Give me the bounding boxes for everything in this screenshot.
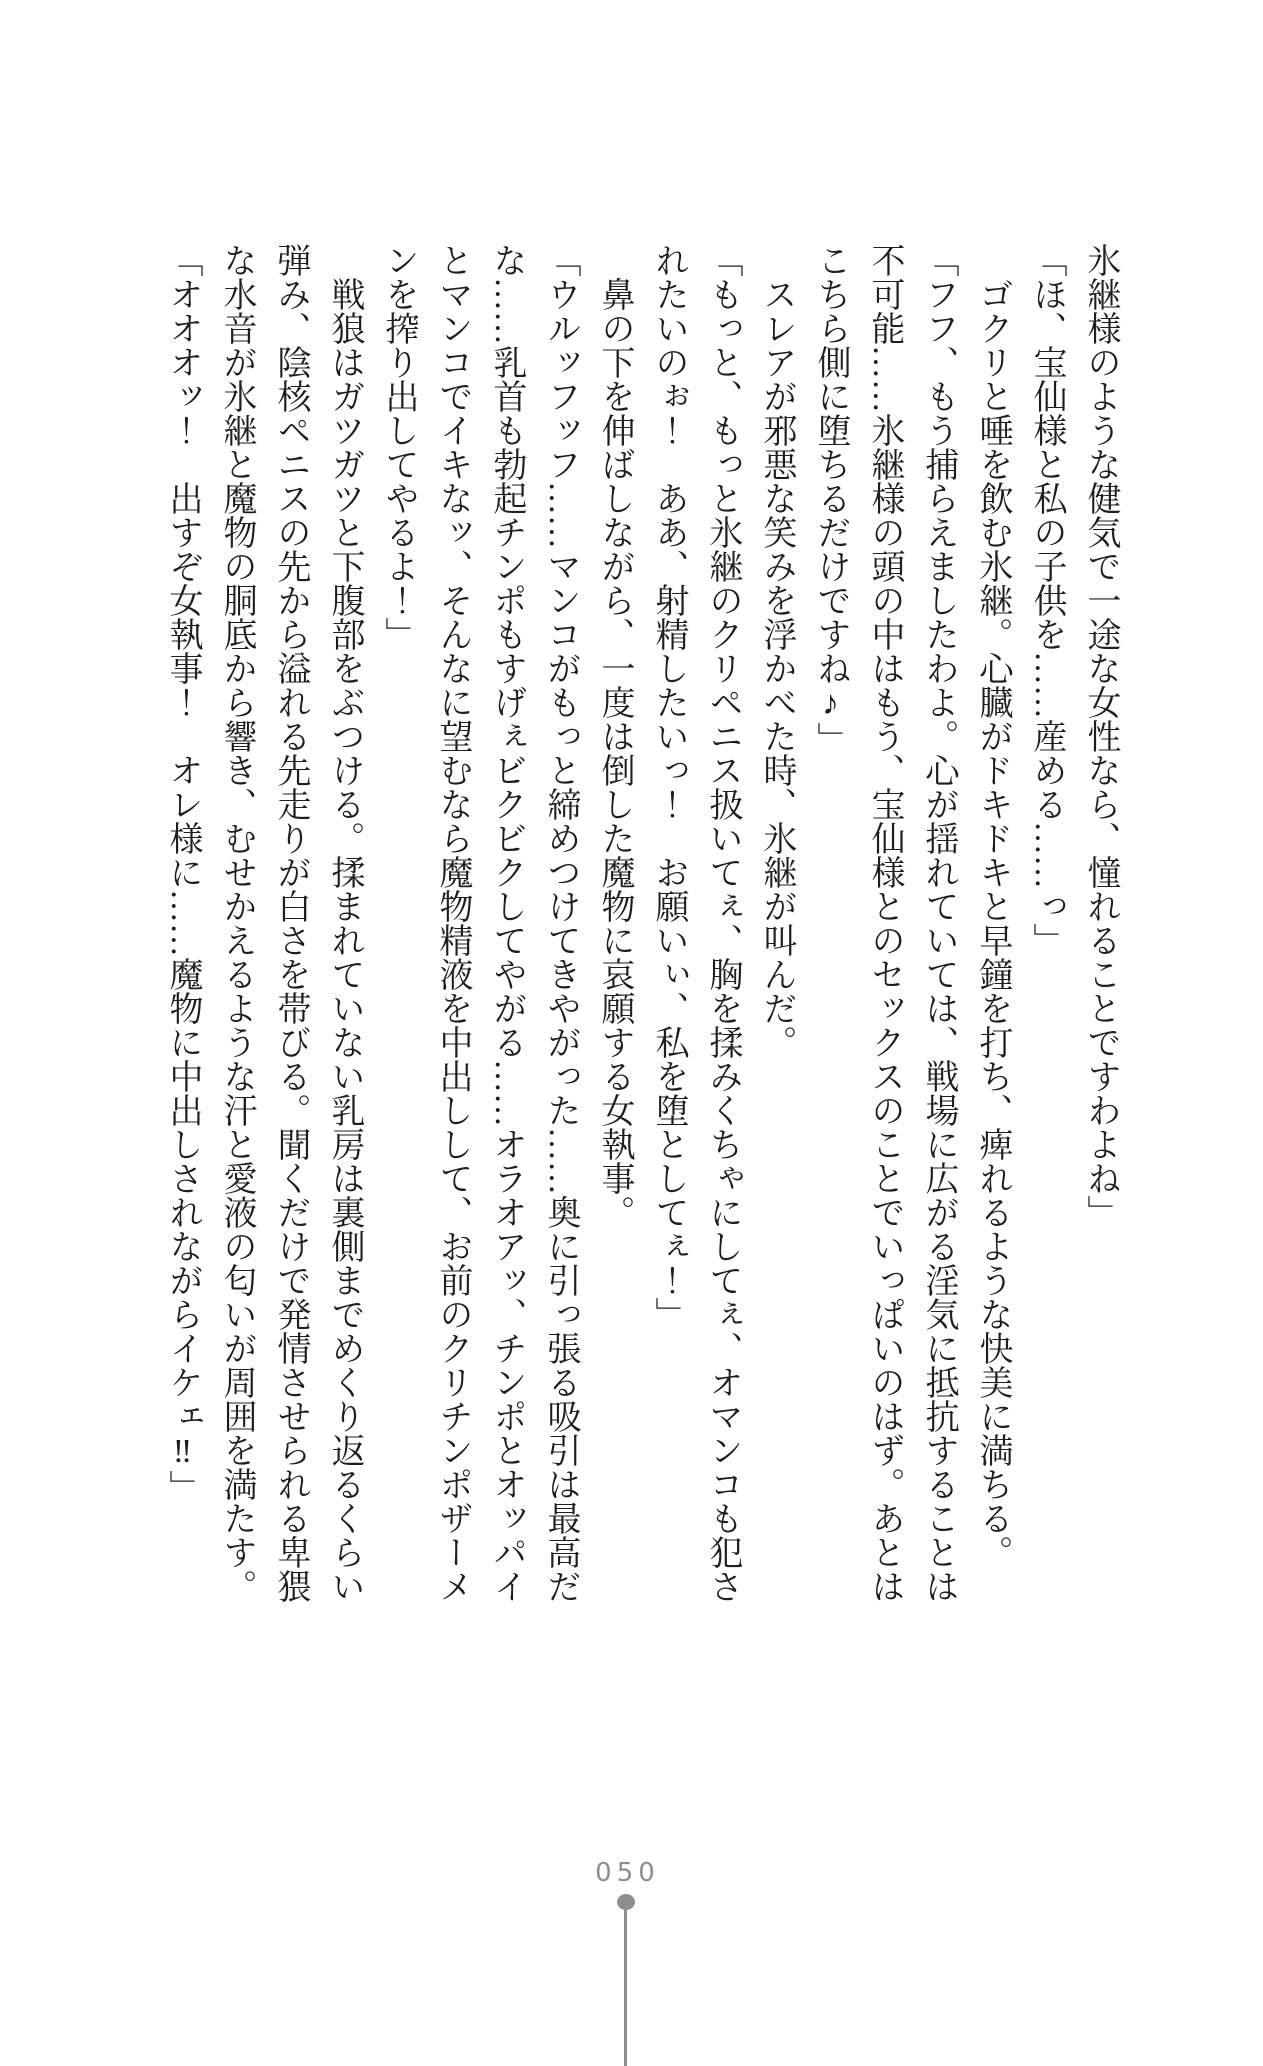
footer-ornament-rule — [624, 1908, 627, 2066]
text-line: ンを搾り出してやるよ！」 — [380, 243, 417, 651]
text-line: 「ウルッフッフ……マンコがもっと締めつけてきやがった……奥に引っ張る吸引は最高だ — [542, 243, 579, 1603]
text-line: 戦狼はガツガツと下腹部をぶつける。揉まれていない乳房は裏側までめくり返るくらい — [326, 243, 363, 1603]
text-line: 不可能……氷継様の頭の中はもう、宝仙様とのセックスのことでいっぱいのはず。あとは — [866, 243, 903, 1603]
text-line: 氷継様のような健気で一途な女性なら、憧れることですわよね」 — [1082, 243, 1119, 1229]
text-line: 「ほ、宝仙様と私の子供を……産める……っ」 — [1028, 243, 1065, 957]
text-line: 「フフ、もう捕らえましたわよ。心が揺れていては、戦場に広がる淫気に抵抗することは — [920, 243, 957, 1603]
text-line: れたいのぉ！ ああ、射精したいっ！ お願いぃ、私を堕としてぇ！」 — [650, 243, 687, 1331]
novel-text-block — [155, 243, 1127, 1621]
text-line: 「オオオッ！ 出すぞ女執事！ オレ様に……魔物に中出しされながらイケェ‼」 — [164, 243, 201, 1504]
text-line: スレアが邪悪な笑みを浮かべた時、氷継が叫んだ。 — [758, 243, 795, 1059]
text-line: とマンコでイキなッ、そんなに望むなら魔物精液を中出しして、お前のクリチンポザーメ — [434, 243, 471, 1603]
text-line: な……乳首も勃起チンポもすげぇビクビクしてやがる……オラオアッ、チンポとオッパイ — [488, 243, 525, 1603]
text-line: 弾み、陰核ペニスの先から溢れる先走りが白さを帯びる。聞くだけで発情させられる卑猥 — [272, 243, 309, 1603]
text-line: こちら側に堕ちるだけですね♪」 — [812, 243, 849, 756]
page-number: 050 — [595, 1858, 660, 1888]
text-line: ゴクリと唾を飲む氷継。心臓がドキドキと早鐘を打ち、痺れるような快美に満ちる。 — [974, 243, 1011, 1569]
text-line: な水音が氷継と魔物の胴底から響き、むせかえるような汗と愛液の匂いが周囲を満たす。 — [218, 243, 255, 1603]
text-line: 鼻の下を伸ばしながら、一度は倒した魔物に哀願する女執事。 — [596, 243, 633, 1229]
text-line: 「もっと、もっと氷継のクリペニス扱いてぇ、胸を揉みくちゃにしてぇ、オマンコも犯さ — [704, 243, 741, 1603]
